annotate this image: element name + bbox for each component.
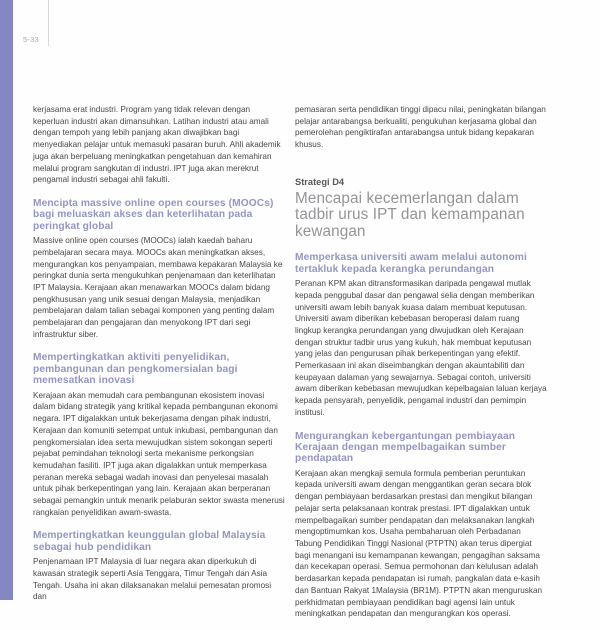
paragraph: Peranan KPM akan ditransformasikan daripada pengawal mutlak kepada penggubal dasar dan pengawal selia dengan memberikan universiti awam lebih banyak kuasa dalam membuat keputusan. Universiti awam diberikan kebebasan beroperasi dalam ruang lingkup kerangka perundangan yang diwujudkan oleh Kerajaan dengan struktur tadbir urus yang kukuh, hak membuat keputusan yang jelas dan pengurusan pihak berkepentingan yang efektif. Pemerkasaan ini akan diseimbangkan dengan akauntabiliti dan keupayaan dalaman yang sewajarnya. Sebagai contoh, universiti awam diberikan kebebasan mewujudkan kepelbagaian laluan kerjaya kepada pensyarah, penyelidik, pengamal industri dan pemimpin institusi. bbox=[295, 279, 547, 417]
right-column bbox=[295, 104, 547, 630]
page-number: 5-33 bbox=[23, 35, 39, 44]
paragraph: Kerajaan akan mengkaji semula formula pemberian peruntukan kepada universiti awam dengan menggantikan geran secara blok dengan pembiayaan berdasarkan prestasi dan mengikut bilangan pelajar serta pelaksanaan kontrak prestasi. IPT digalakkan untuk mempelbagaikan sumber pendapatan dan melaksanakan langkah mengoptimumkan kos. Usaha pembaharuan oleh Perbadanan Tabung Pendidikan Tinggi Nasional (PTPTN) akan terus dipergiat bagi menangani isu kemampanan kewangan, pengagihan saksama dan kecekapan operasi. Semua permohonan dan kelulusan adalah berdasarkan kepada pendapatan isi rumah, pangkalan data e-kasih dan Bantuan Rakyat 1Malaysia (BR1M). PTPTN akan menguruskan perkhidmatan pembiayaan pendidikan bagi agensi lain untuk meningkatkan pendapatan dan mengurangkan kos operasi. bbox=[295, 468, 543, 619]
left-column bbox=[33, 104, 285, 630]
text-columns bbox=[33, 104, 547, 630]
paragraph: pemasaran serta pendidikan tinggi dipacu nilai, peningkatan bilangan pelajar antarabangsa berkualiti, pengukuhan kerjasama global dan pemerolehan pengiktirafan antarabangsa untuk bidang kepakaran khusus. bbox=[295, 105, 546, 150]
paragraph: Kerajaan akan memudah cara pembangunan ekosistem inovasi dalam bidang strategik yang kritikal kepada pembangunan ekonomi negara. IPT digalakkan untuk bekerjasama dengan pihak industri, Kerajaan dan komuniti setempat untuk inkubasi, pembangunan dan pengkomersialan idea serta mewujudkan sistem sokongan seperti pejabat pemindahan teknologi serta mekanisme perkongsian kemudahan fasiliti. IPT juga akan digalakkan untuk memperkasa peranan mereka sebagai wadah inovasi dan penyelesai masalah untuk pihak berkepentingan yang lain. Kerajaan akan berperanan sebagai pemangkin untuk menarik pelaburan sektor swasta menerusi rangkaian penyelidikan awam-swasta. bbox=[33, 390, 285, 517]
left-accent-bar bbox=[0, 0, 13, 600]
section-heading-pembiayaan: Mengurangkan kebergantungan pembiayaan Kerajaan dengan mempelbagaikan sumber pendapatan bbox=[295, 430, 516, 465]
paragraph: Massive online open courses (MOOCs) ialah kaedah baharu pembelajaran secara maya. MOOCs akan meningkatkan akses, mengurangkan kos penyampaian, membawa kepakaran Malaysia ke peringkat dunia serta mengukuhkan penjenamaan dan keterlihatan IPT Malaysia. Kerajaan akan menawarkan MOOCs dalam bidang pengkhususan yang unik sesuai dengan Malaysia, menjadikan pembelajaran dalam talian sebagai komponen yang penting dalam pembelajaran dan pengajaran dan menyokong IPT dari segi infrastruktur siber. bbox=[33, 236, 283, 339]
strategy-title: Mencapai kecemerlangan dalam tadbir urus IPT dan kemampanan kewangan bbox=[295, 189, 525, 240]
section-heading-moocs: Mencipta massive online open courses (MOOCs) bagi meluaskan akses dan keterlihatan pada peringkat global bbox=[33, 197, 274, 232]
strategy-label: Strategi D4 bbox=[295, 176, 345, 187]
section-heading-autonomi: Memperkasa universiti awam melalui autonomi tertakluk kepada kerangka perundangan bbox=[295, 252, 527, 275]
paragraph: kerjasama erat industri. Program yang tidak relevan dengan keperluan industri akan dimansuhkan. Latihan industri atau amali dengan tempoh yang lebih panjang akan diwajibkan bagi menyediakan pelajar untuk memasuki pasaran buruh. Ahli akademik juga akan berpeluang meningkatkan pengetahuan dan kemahiran melalui program sangkutan di industri. IPT juga akan merekrut pengamal industri sebagai ahli fakulti. bbox=[33, 105, 281, 185]
section-heading-hub-pendidikan: Mempertingkatkan keunggulan global Malaysia sebagai hub pendidikan bbox=[33, 530, 266, 553]
section-heading-penyelidikan: Mempertingkatkan aktiviti penyelidikan, pembangunan dan pengkomersialan bagi memesatkan inovasi bbox=[33, 352, 238, 387]
header-divider-rule bbox=[48, 0, 49, 46]
paragraph: Penjenamaan IPT Malaysia di luar negara akan diperkukuh di kawasan strategik seperti Asia Tenggara, Timur Tengah dan Asia Tengah. Usaha ini akan dilaksanakan melalui pemesatan promosi dan bbox=[33, 557, 272, 602]
